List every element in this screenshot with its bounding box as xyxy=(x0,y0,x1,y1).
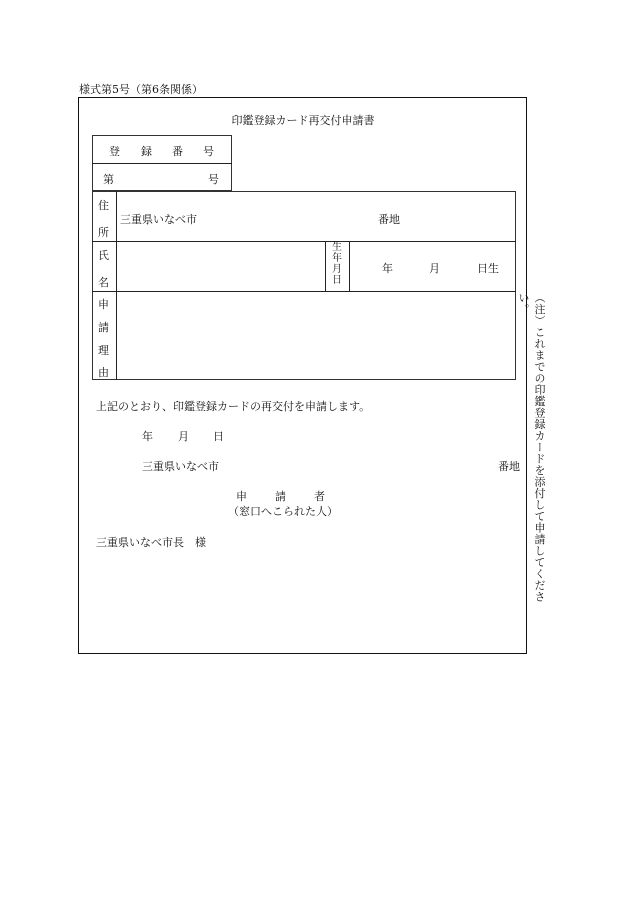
form-id: 様式第5号（第6条関係） xyxy=(79,83,203,96)
applicant-banchi: 番地 xyxy=(498,460,520,473)
divider xyxy=(92,241,516,242)
reg-dai-label: 第 xyxy=(103,173,114,186)
birth-label-char: 月 xyxy=(332,264,342,275)
divider xyxy=(92,163,232,164)
reason-label-char: 請 xyxy=(98,321,109,334)
divider xyxy=(116,191,117,380)
date-day: 日 xyxy=(213,430,224,443)
reason-label-char: 申 xyxy=(98,298,109,311)
divider xyxy=(325,241,326,291)
date-month: 月 xyxy=(178,430,189,443)
reg-go-label: 号 xyxy=(208,173,219,186)
form-title: 印鑑登録カード再交付申請書 xyxy=(231,114,375,127)
divider xyxy=(349,241,350,291)
reg-header-char: 録 xyxy=(141,145,152,158)
name-label-top: 氏 xyxy=(98,249,109,262)
reg-header-char: 番 xyxy=(172,145,183,158)
reason-label-char: 理 xyxy=(98,344,109,357)
birth-label-char: 年 xyxy=(332,253,342,264)
address-label-top: 住 xyxy=(98,199,109,212)
birth-year: 年 xyxy=(382,262,393,275)
applicant-label-char: 請 xyxy=(275,490,286,503)
applicant-label-char: 者 xyxy=(314,490,325,503)
address-label-bottom: 所 xyxy=(98,226,109,239)
birth-day: 日生 xyxy=(477,262,499,275)
addressee: 三重県いなべ市長 様 xyxy=(96,536,206,549)
date-year: 年 xyxy=(142,430,153,443)
reg-header-char: 号 xyxy=(203,145,214,158)
reason-label-char: 由 xyxy=(98,366,109,379)
applicant-label-char: 申 xyxy=(236,490,247,503)
name-label-bottom: 名 xyxy=(98,276,109,289)
applicant-city: 三重県いなべ市 xyxy=(142,460,219,473)
address-city: 三重県いなべ市 xyxy=(120,213,197,226)
reg-header-char: 登 xyxy=(109,145,120,158)
divider xyxy=(92,291,516,292)
applicant-note: （窓口へこられた人） xyxy=(228,505,338,518)
side-note: （注）これまでの印鑑登録カードを添付して申請してください。 xyxy=(517,292,546,603)
address-banchi: 番地 xyxy=(378,213,400,226)
birth-label-char: 生 xyxy=(332,242,342,253)
birth-label-char: 日 xyxy=(332,275,342,286)
statement: 上記のとおり、印鑑登録カードの再交付を申請します。 xyxy=(96,400,371,413)
birth-month: 月 xyxy=(429,262,440,275)
